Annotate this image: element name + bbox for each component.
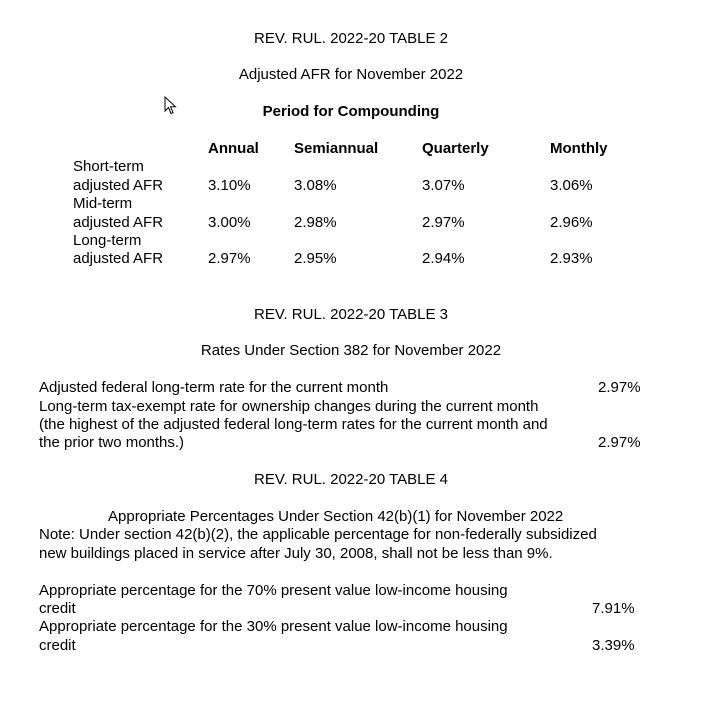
short-term-annual-value: 3.10% [208, 177, 251, 194]
table4-subtitle: Appropriate Percentages Under Section 42(b)(1) for November 2022 [108, 508, 564, 525]
table4-note-line1: Note: Under section 42(b)(2), the applicable percentage for non-federally subsidized [39, 526, 597, 543]
table4-note-line2: new buildings placed in service after July 30, 2008, shall not be less than 9%. [39, 545, 553, 562]
row-label-mid-term-line2: adjusted AFR [73, 214, 164, 231]
percentage-30-value: 3.39% [592, 637, 635, 654]
mid-term-semiannual-value: 2.98% [294, 214, 337, 231]
table2-subtitle: Adjusted AFR for November 2022 [238, 66, 464, 83]
row-label-mid-term-line1: Mid-term [73, 195, 133, 212]
column-header-quarterly: Quarterly [422, 140, 489, 157]
short-term-quarterly-value: 3.07% [422, 177, 465, 194]
period-heading: Period for Compounding [262, 103, 440, 120]
long-term-quarterly-value: 2.94% [422, 250, 465, 267]
column-header-monthly: Monthly [550, 140, 608, 157]
section382-row1-text: Adjusted federal long-term rate for the current month [39, 379, 389, 396]
long-term-semiannual-value: 2.95% [294, 250, 337, 267]
long-term-monthly-value: 2.93% [550, 250, 593, 267]
short-term-monthly-value: 3.06% [550, 177, 593, 194]
table3-subtitle: Rates Under Section 382 for November 2022 [200, 342, 502, 359]
column-header-semiannual: Semiannual [294, 140, 379, 157]
column-header-annual: Annual [208, 140, 259, 157]
row-label-long-term-line1: Long-term [73, 232, 142, 249]
row-label-long-term-line2: adjusted AFR [73, 250, 164, 267]
table2-title: REV. RUL. 2022-20 TABLE 2 [253, 30, 448, 47]
section382-row2-text-line3: the prior two months.) [39, 434, 185, 451]
short-term-semiannual-value: 3.08% [294, 177, 337, 194]
percentage-70-text-line2: credit [39, 600, 76, 617]
row-label-short-term-line2: adjusted AFR [73, 177, 164, 194]
row-label-short-term-line1: Short-term [73, 158, 144, 175]
long-term-annual-value: 2.97% [208, 250, 251, 267]
table4-title: REV. RUL. 2022-20 TABLE 4 [253, 471, 448, 488]
mid-term-monthly-value: 2.96% [550, 214, 593, 231]
section382-row2-value: 2.97% [598, 434, 641, 451]
mid-term-quarterly-value: 2.97% [422, 214, 465, 231]
section382-row1-value: 2.97% [598, 379, 641, 396]
percentage-70-text-line1: Appropriate percentage for the 70% present value low-income housing [39, 582, 508, 599]
percentage-30-text-line1: Appropriate percentage for the 30% present value low-income housing [39, 618, 508, 635]
section382-row2-text-line1: Long-term tax-exempt rate for ownership changes during the current month [39, 398, 539, 415]
table3-title: REV. RUL. 2022-20 TABLE 3 [253, 306, 448, 323]
percentage-70-value: 7.91% [592, 600, 635, 617]
section382-row2-text-line2: (the highest of the adjusted federal long-term rates for the current month and [39, 416, 548, 433]
mid-term-annual-value: 3.00% [208, 214, 251, 231]
percentage-30-text-line2: credit [39, 637, 76, 654]
